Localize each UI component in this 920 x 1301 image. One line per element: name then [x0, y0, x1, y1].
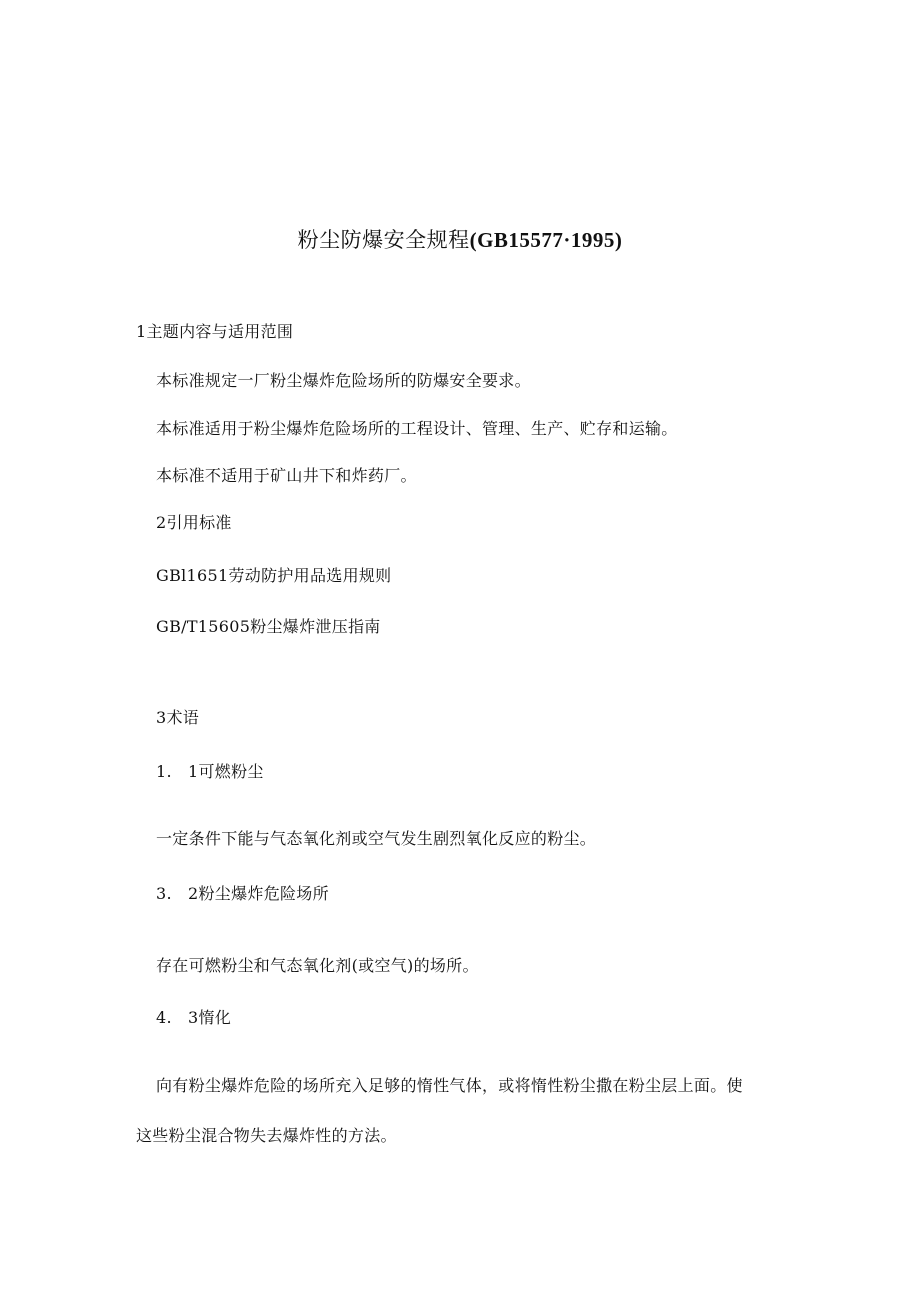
term-1-definition: 一定条件下能与气态氧化剂或空气发生剧烈氧化反应的粉尘。	[156, 829, 597, 848]
term-2-heading: 3. 2粉尘爆炸危险场所	[156, 884, 329, 903]
document-title	[0, 226, 920, 254]
title-main: 粉尘防爆安全规程	[297, 228, 470, 252]
section-1-paragraph-1: 本标准规定一厂粉尘爆炸危险场所的防爆安全要求。	[156, 371, 531, 390]
section-1-heading: 1主题内容与适用范围	[136, 322, 294, 341]
title-standard-code: (GB15577·1995)	[469, 228, 623, 252]
term-3-definition-line-1: 向有粉尘爆炸危险的场所充入足够的惰性气体，或将惰性粉尘撒在粉尘层上面。使	[156, 1076, 743, 1095]
section-1-paragraph-2: 本标准适用于粉尘爆炸危险场所的工程设计、管理、生产、贮存和运输。	[156, 419, 678, 438]
section-3-heading: 3术语	[156, 708, 200, 727]
section-2-heading: 2引用标准	[156, 513, 232, 532]
term-3-heading: 4. 3惰化	[156, 1008, 232, 1027]
section-2-reference-1: GBl1651劳动防护用品选用规则	[156, 566, 392, 585]
term-3-definition-line-2: 这些粉尘混合物失去爆炸性的方法。	[136, 1126, 397, 1145]
term-1-heading: 1. 1可燃粉尘	[156, 762, 264, 781]
term-2-definition: 存在可燃粉尘和气态氧化剂(或空气)的场所。	[156, 956, 479, 975]
section-1-paragraph-3: 本标准不适用于矿山井下和炸药厂。	[156, 466, 417, 485]
section-2-reference-2: GB/T15605粉尘爆炸泄压指南	[156, 617, 381, 636]
